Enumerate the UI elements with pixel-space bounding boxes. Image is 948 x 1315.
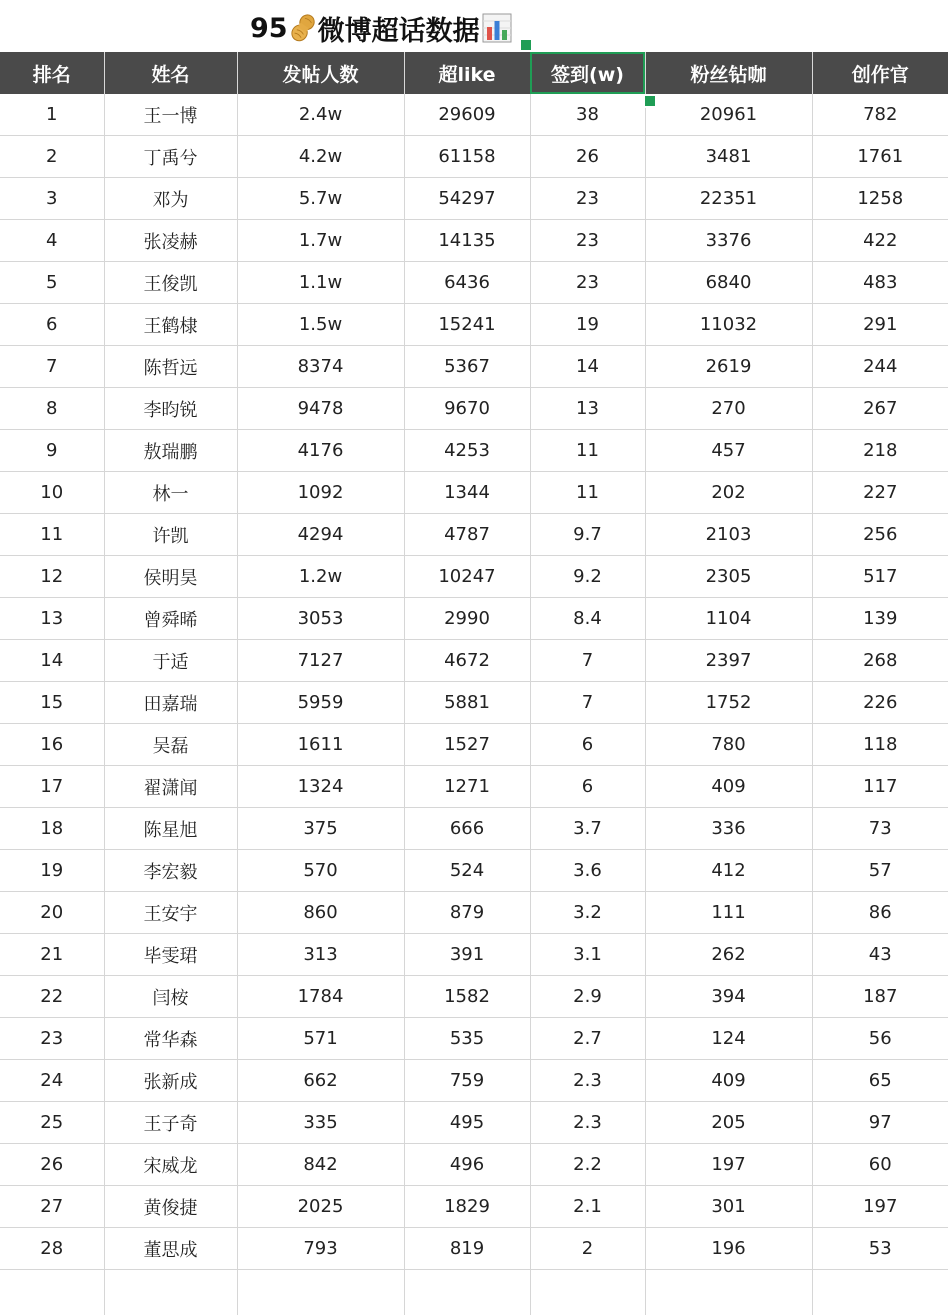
cell-creator[interactable]: 244 (812, 346, 948, 388)
cell-posters[interactable]: 842 (237, 1144, 404, 1186)
cell-super-like[interactable]: 1829 (404, 1186, 530, 1228)
table-row (0, 556, 948, 598)
cell-creator[interactable]: 227 (812, 472, 948, 514)
table-row (0, 430, 948, 472)
cell-checkin[interactable]: 3.2 (530, 892, 645, 934)
cell-fan-diamond[interactable]: 336 (645, 808, 812, 850)
table-row-empty (0, 1270, 948, 1315)
table-row (0, 976, 948, 1018)
cell-fan-diamond[interactable]: 2305 (645, 556, 812, 598)
cell-fan-diamond[interactable]: 457 (645, 430, 812, 472)
cell-checkin[interactable]: 23 (530, 178, 645, 220)
cell-empty[interactable] (0, 1270, 104, 1315)
title-main: 微博超话数据 (318, 9, 480, 48)
table-row (0, 934, 948, 976)
cell-rank[interactable]: 27 (0, 1186, 104, 1228)
cell-checkin[interactable]: 2.9 (530, 976, 645, 1018)
cell-checkin[interactable]: 38 (530, 94, 645, 136)
cell-rank[interactable]: 17 (0, 766, 104, 808)
table-row (0, 1102, 948, 1144)
cell-creator[interactable]: 267 (812, 388, 948, 430)
cell-super-like[interactable]: 2990 (404, 598, 530, 640)
cell-rank[interactable]: 7 (0, 346, 104, 388)
cell-posters[interactable]: 1.5w (237, 304, 404, 346)
cell-checkin[interactable]: 26 (530, 136, 645, 178)
cell-fan-diamond[interactable]: 22351 (645, 178, 812, 220)
cell-fan-diamond[interactable]: 124 (645, 1018, 812, 1060)
cell-name[interactable]: 王鹤棣 (104, 304, 237, 346)
cell-creator[interactable]: 57 (812, 850, 948, 892)
cell-creator[interactable]: 60 (812, 1144, 948, 1186)
cell-checkin[interactable]: 7 (530, 682, 645, 724)
cell-rank[interactable]: 24 (0, 1060, 104, 1102)
cell-name[interactable]: 敖瑞鹏 (104, 430, 237, 472)
cell-name[interactable]: 王俊凯 (104, 262, 237, 304)
table-row (0, 220, 948, 262)
cell-checkin[interactable]: 23 (530, 262, 645, 304)
cell-creator[interactable]: 256 (812, 514, 948, 556)
table-row (0, 178, 948, 220)
cell-posters[interactable]: 375 (237, 808, 404, 850)
cell-creator[interactable]: 86 (812, 892, 948, 934)
page-title (250, 8, 512, 48)
cell-fan-diamond[interactable]: 205 (645, 1102, 812, 1144)
cell-posters[interactable]: 570 (237, 850, 404, 892)
cell-super-like[interactable]: 495 (404, 1102, 530, 1144)
cell-empty[interactable] (237, 1270, 404, 1315)
cell-rank[interactable]: 19 (0, 850, 104, 892)
cell-name[interactable]: 陈星旭 (104, 808, 237, 850)
cell-rank[interactable]: 15 (0, 682, 104, 724)
cell-posters[interactable]: 662 (237, 1060, 404, 1102)
header-rank[interactable]: 排名 (0, 52, 104, 94)
cell-super-like[interactable]: 1271 (404, 766, 530, 808)
cell-posters[interactable]: 1611 (237, 724, 404, 766)
table-row (0, 1186, 948, 1228)
cell-rank[interactable]: 13 (0, 598, 104, 640)
header-creator[interactable]: 创作官 (812, 52, 948, 94)
cell-checkin[interactable]: 2.2 (530, 1144, 645, 1186)
cell-name[interactable]: 李昀锐 (104, 388, 237, 430)
cell-posters[interactable]: 9478 (237, 388, 404, 430)
cell-name[interactable]: 王一博 (104, 94, 237, 136)
data-table (0, 52, 948, 1315)
cell-rank[interactable]: 12 (0, 556, 104, 598)
cell-super-like[interactable]: 391 (404, 934, 530, 976)
cell-rank[interactable]: 14 (0, 640, 104, 682)
cell-checkin[interactable]: 7 (530, 640, 645, 682)
cell-rank[interactable]: 25 (0, 1102, 104, 1144)
cell-rank[interactable]: 11 (0, 514, 104, 556)
cell-checkin[interactable]: 19 (530, 304, 645, 346)
cell-super-like[interactable]: 4672 (404, 640, 530, 682)
cell-super-like[interactable]: 1582 (404, 976, 530, 1018)
peanut-icon (290, 13, 316, 43)
cell-posters[interactable]: 1092 (237, 472, 404, 514)
cell-fan-diamond[interactable]: 412 (645, 850, 812, 892)
header-checkin-label: 签到(w) (551, 64, 624, 86)
cell-checkin[interactable]: 11 (530, 430, 645, 472)
cell-posters[interactable]: 1.2w (237, 556, 404, 598)
cell-super-like[interactable]: 496 (404, 1144, 530, 1186)
cell-checkin[interactable]: 9.2 (530, 556, 645, 598)
cell-posters[interactable]: 4294 (237, 514, 404, 556)
cell-super-like[interactable]: 879 (404, 892, 530, 934)
cell-name[interactable]: 陈哲远 (104, 346, 237, 388)
cell-super-like[interactable]: 54297 (404, 178, 530, 220)
cell-rank[interactable]: 4 (0, 220, 104, 262)
cell-posters[interactable]: 4176 (237, 430, 404, 472)
cell-posters[interactable]: 1784 (237, 976, 404, 1018)
cell-name[interactable]: 宋威龙 (104, 1144, 237, 1186)
cell-posters[interactable]: 5959 (237, 682, 404, 724)
cell-rank[interactable]: 23 (0, 1018, 104, 1060)
cell-name[interactable]: 黄俊捷 (104, 1186, 237, 1228)
cell-fan-diamond[interactable]: 20961 (645, 94, 812, 136)
table-row (0, 892, 948, 934)
table-row (0, 640, 948, 682)
cell-creator[interactable]: 97 (812, 1102, 948, 1144)
cell-name[interactable]: 王子奇 (104, 1102, 237, 1144)
cell-fan-diamond[interactable]: 2397 (645, 640, 812, 682)
cell-checkin[interactable]: 2.3 (530, 1102, 645, 1144)
cell-rank[interactable]: 1 (0, 94, 104, 136)
cell-super-like[interactable]: 819 (404, 1228, 530, 1270)
cell-name[interactable]: 翟潇闻 (104, 766, 237, 808)
header-checkin[interactable] (530, 52, 645, 94)
cell-creator[interactable]: 117 (812, 766, 948, 808)
cell-super-like[interactable]: 61158 (404, 136, 530, 178)
cell-empty[interactable] (645, 1270, 812, 1315)
cell-checkin[interactable]: 14 (530, 346, 645, 388)
table-row (0, 766, 948, 808)
selection-handle-bottom-right[interactable] (643, 94, 657, 108)
cell-super-like[interactable]: 535 (404, 1018, 530, 1060)
cell-creator[interactable]: 291 (812, 304, 948, 346)
cell-name[interactable]: 于适 (104, 640, 237, 682)
table-row (0, 514, 948, 556)
cell-super-like[interactable]: 4787 (404, 514, 530, 556)
cell-fan-diamond[interactable]: 196 (645, 1228, 812, 1270)
cell-rank[interactable]: 20 (0, 892, 104, 934)
cell-fan-diamond[interactable]: 2103 (645, 514, 812, 556)
cell-name[interactable]: 侯明昊 (104, 556, 237, 598)
cell-super-like[interactable]: 14135 (404, 220, 530, 262)
table-row (0, 94, 948, 136)
cell-creator[interactable]: 226 (812, 682, 948, 724)
cell-name[interactable]: 常华森 (104, 1018, 237, 1060)
cell-super-like[interactable]: 524 (404, 850, 530, 892)
cell-super-like[interactable]: 5367 (404, 346, 530, 388)
cell-fan-diamond[interactable]: 1752 (645, 682, 812, 724)
cell-name[interactable]: 董思成 (104, 1228, 237, 1270)
cell-checkin[interactable]: 2.1 (530, 1186, 645, 1228)
cell-fan-diamond[interactable]: 202 (645, 472, 812, 514)
table-row (0, 724, 948, 766)
cell-posters[interactable]: 1.7w (237, 220, 404, 262)
cell-posters[interactable]: 7127 (237, 640, 404, 682)
table-body (0, 94, 948, 1315)
cell-posters[interactable]: 793 (237, 1228, 404, 1270)
cell-name[interactable]: 田嘉瑞 (104, 682, 237, 724)
header-super-like[interactable]: 超like (404, 52, 530, 94)
cell-rank[interactable]: 10 (0, 472, 104, 514)
cell-posters[interactable]: 1.1w (237, 262, 404, 304)
cell-super-like[interactable]: 666 (404, 808, 530, 850)
cell-rank[interactable]: 18 (0, 808, 104, 850)
cell-posters[interactable]: 2025 (237, 1186, 404, 1228)
cell-checkin[interactable]: 6 (530, 766, 645, 808)
cell-checkin[interactable]: 11 (530, 472, 645, 514)
cell-creator[interactable]: 218 (812, 430, 948, 472)
table-row (0, 388, 948, 430)
cell-posters[interactable]: 571 (237, 1018, 404, 1060)
cell-rank[interactable]: 26 (0, 1144, 104, 1186)
cell-creator[interactable]: 139 (812, 598, 948, 640)
cell-rank[interactable]: 22 (0, 976, 104, 1018)
cell-super-like[interactable]: 4253 (404, 430, 530, 472)
cell-rank[interactable]: 21 (0, 934, 104, 976)
cell-checkin[interactable]: 3.7 (530, 808, 645, 850)
cell-rank[interactable]: 28 (0, 1228, 104, 1270)
cell-empty[interactable] (530, 1270, 645, 1315)
cell-rank[interactable]: 8 (0, 388, 104, 430)
cell-checkin[interactable]: 3.6 (530, 850, 645, 892)
table-row (0, 1144, 948, 1186)
cell-checkin[interactable]: 3.1 (530, 934, 645, 976)
cell-creator[interactable]: 43 (812, 934, 948, 976)
cell-super-like[interactable]: 1527 (404, 724, 530, 766)
cell-super-like[interactable]: 6436 (404, 262, 530, 304)
bar-chart-icon (482, 13, 512, 43)
cell-rank[interactable]: 6 (0, 304, 104, 346)
table-row (0, 472, 948, 514)
cell-fan-diamond[interactable]: 3481 (645, 136, 812, 178)
cell-posters[interactable]: 335 (237, 1102, 404, 1144)
cell-checkin[interactable]: 23 (530, 220, 645, 262)
cell-fan-diamond[interactable]: 6840 (645, 262, 812, 304)
cell-name[interactable]: 曾舜晞 (104, 598, 237, 640)
cell-name[interactable]: 吴磊 (104, 724, 237, 766)
cell-creator[interactable]: 422 (812, 220, 948, 262)
cell-posters[interactable]: 1324 (237, 766, 404, 808)
cell-name[interactable]: 邓为 (104, 178, 237, 220)
cell-empty[interactable] (104, 1270, 237, 1315)
header-row (0, 52, 948, 94)
cell-creator[interactable]: 1761 (812, 136, 948, 178)
cell-creator[interactable]: 483 (812, 262, 948, 304)
cell-creator[interactable]: 517 (812, 556, 948, 598)
cell-checkin[interactable]: 2 (530, 1228, 645, 1270)
cell-creator[interactable]: 65 (812, 1060, 948, 1102)
cell-super-like[interactable]: 759 (404, 1060, 530, 1102)
cell-rank[interactable]: 16 (0, 724, 104, 766)
cell-super-like[interactable]: 15241 (404, 304, 530, 346)
cell-rank[interactable]: 3 (0, 178, 104, 220)
cell-checkin[interactable]: 8.4 (530, 598, 645, 640)
cell-checkin[interactable]: 9.7 (530, 514, 645, 556)
cell-name[interactable]: 李宏毅 (104, 850, 237, 892)
table-row (0, 346, 948, 388)
cell-fan-diamond[interactable]: 1104 (645, 598, 812, 640)
cell-fan-diamond[interactable]: 2619 (645, 346, 812, 388)
cell-name[interactable]: 毕雯珺 (104, 934, 237, 976)
cell-creator[interactable]: 268 (812, 640, 948, 682)
cell-fan-diamond[interactable]: 301 (645, 1186, 812, 1228)
cell-super-like[interactable]: 9670 (404, 388, 530, 430)
cell-checkin[interactable]: 13 (530, 388, 645, 430)
table-row (0, 136, 948, 178)
cell-fan-diamond[interactable]: 111 (645, 892, 812, 934)
cell-fan-diamond[interactable]: 780 (645, 724, 812, 766)
title-prefix: 95 (250, 13, 288, 44)
cell-fan-diamond[interactable]: 262 (645, 934, 812, 976)
title-bar (0, 0, 948, 52)
table-row (0, 850, 948, 892)
cell-fan-diamond[interactable]: 409 (645, 766, 812, 808)
table-row (0, 682, 948, 724)
cell-super-like[interactable]: 5881 (404, 682, 530, 724)
cell-creator[interactable]: 1258 (812, 178, 948, 220)
header-name[interactable]: 姓名 (104, 52, 237, 94)
cell-posters[interactable]: 860 (237, 892, 404, 934)
cell-name[interactable]: 林一 (104, 472, 237, 514)
cell-creator[interactable]: 73 (812, 808, 948, 850)
cell-checkin[interactable]: 6 (530, 724, 645, 766)
cell-creator[interactable]: 197 (812, 1186, 948, 1228)
table-row (0, 1018, 948, 1060)
cell-fan-diamond[interactable]: 270 (645, 388, 812, 430)
cell-fan-diamond[interactable]: 394 (645, 976, 812, 1018)
cell-name[interactable]: 丁禹兮 (104, 136, 237, 178)
table-row (0, 304, 948, 346)
cell-name[interactable]: 张新成 (104, 1060, 237, 1102)
cell-creator[interactable]: 118 (812, 724, 948, 766)
cell-empty[interactable] (404, 1270, 530, 1315)
header-posters[interactable]: 发帖人数 (237, 52, 404, 94)
cell-name[interactable]: 王安宇 (104, 892, 237, 934)
cell-name[interactable]: 许凯 (104, 514, 237, 556)
cell-creator[interactable]: 53 (812, 1228, 948, 1270)
cell-rank[interactable]: 5 (0, 262, 104, 304)
cell-fan-diamond[interactable]: 197 (645, 1144, 812, 1186)
cell-rank[interactable]: 2 (0, 136, 104, 178)
cell-posters[interactable]: 5.7w (237, 178, 404, 220)
cell-posters[interactable]: 313 (237, 934, 404, 976)
cell-creator[interactable]: 187 (812, 976, 948, 1018)
cell-fan-diamond[interactable]: 409 (645, 1060, 812, 1102)
cell-name[interactable]: 闫桉 (104, 976, 237, 1018)
cell-creator[interactable]: 56 (812, 1018, 948, 1060)
cell-fan-diamond[interactable]: 11032 (645, 304, 812, 346)
cell-posters[interactable]: 2.4w (237, 94, 404, 136)
cell-name[interactable]: 张凌赫 (104, 220, 237, 262)
table-row (0, 1228, 948, 1270)
cell-checkin[interactable]: 2.3 (530, 1060, 645, 1102)
table-row (0, 598, 948, 640)
table-row (0, 808, 948, 850)
cell-fan-diamond[interactable]: 3376 (645, 220, 812, 262)
cell-checkin[interactable]: 2.7 (530, 1018, 645, 1060)
cell-super-like[interactable]: 1344 (404, 472, 530, 514)
table-row (0, 262, 948, 304)
cell-posters[interactable]: 4.2w (237, 136, 404, 178)
table-row (0, 1060, 948, 1102)
cell-posters[interactable]: 3053 (237, 598, 404, 640)
cell-rank[interactable]: 9 (0, 430, 104, 472)
header-fan-diamond[interactable]: 粉丝钻咖 (645, 52, 812, 94)
cell-creator[interactable]: 782 (812, 94, 948, 136)
cell-empty[interactable] (812, 1270, 948, 1315)
selection-handle-top-left[interactable] (519, 38, 533, 52)
cell-super-like[interactable]: 29609 (404, 94, 530, 136)
cell-super-like[interactable]: 10247 (404, 556, 530, 598)
cell-posters[interactable]: 8374 (237, 346, 404, 388)
